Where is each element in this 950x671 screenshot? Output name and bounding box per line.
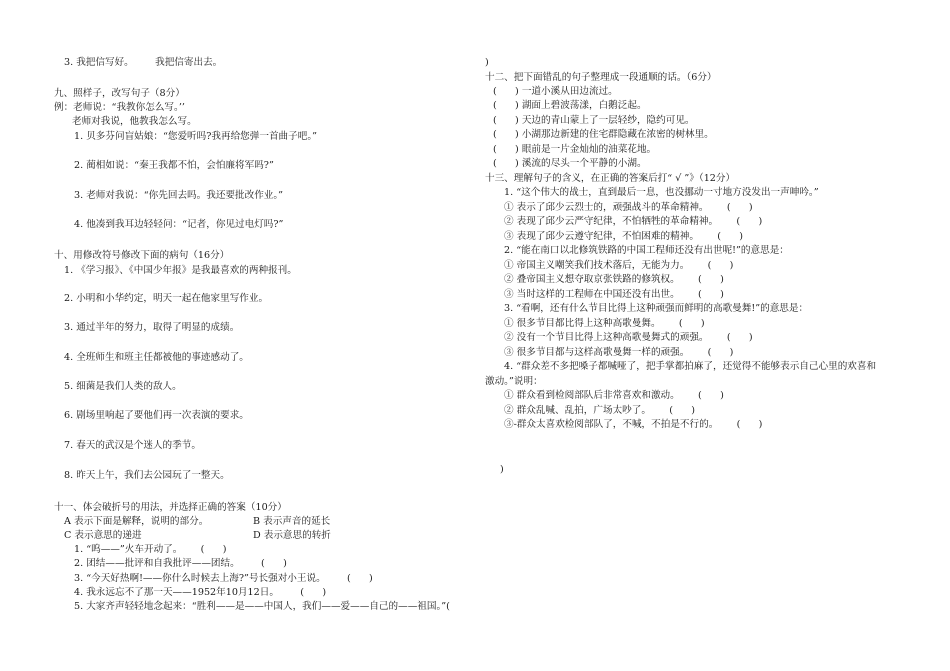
section-9-question-3: 3. 老师对我说：“你先回去吗。我还要批改作业。” [74,190,284,201]
section-12-sentence-6: ( ) 溪流的尽头一个平静的小湖。 [493,158,647,169]
section-12-sentence-3: ( ) 天边的青山蒙上了一层轻纱，隐约可见。 [493,115,695,126]
section-12-title: 十二、把下面错乱的句子整理成一段通顺的话。（6分） [485,72,717,83]
section-12-sentence-1: ( ) 一道小溪从田边流过。 [493,86,618,97]
item-3-line: 3. 我把信写好。 我把信寄出去。 [64,57,223,68]
section-10-question-7: 7. 春天的武汉是个迷人的季节。 [64,440,201,451]
closing-paren: ) [500,464,504,475]
section-13-question-1: 1. “这个伟大的战士，直到最后一息，也没挪动一寸地方没发出一声呻吟。” [504,187,819,198]
section-10-question-3: 3. 通过半年的努力，取得了明显的成绩。 [64,322,240,333]
section-11-option-a: A 表示下面是解释，说明的部分。 [64,516,209,527]
section-13-q4-option-1: ① 群众看到检阅部队后非常喜欢和激动。 ( ) [504,390,724,401]
section-10-title: 十、用修改符号修改下面的病句（16分） [54,250,230,261]
section-13-q1-option-1: ① 表示了邱少云烈士的，顽强战斗的革命精神。 ( ) [504,202,753,213]
section-13-q2-option-3: ③ 当时这样的工程师在中国还没有出世。 ( ) [504,289,724,300]
section-13-q3-option-3: ③ 很多节目都与这样高歌曼舞一样的顽强。 ( ) [504,347,734,358]
section-13-q3-option-2: ② 没有一个节目比得上这种高歌曼舞式的顽强。 ( ) [504,332,753,343]
section-13-q1-option-3: ③ 表现了邱少云遵守纪律，不怕困难的精神。 ( ) [504,231,744,242]
section-13-question-4: 4. “群众差不多把嗓子都喊哑了，把手掌都拍麻了，还觉得不能够表示自己心里的欢喜和 [504,361,877,372]
section-9-question-1: 1. 贝多芬问盲姑娘：“您爱听吗?我再给您弹一首曲子吧。” [74,131,318,142]
section-13-question-3: 3. “看啊，还有什么节目比得上这种顽强而鲜明的高歌曼舞!”的意思是： [504,303,809,314]
section-11-option-c: C 表示意思的递进 [64,530,142,541]
section-12-sentence-2: ( ) 湖面上碧波荡漾，白鹅泛起。 [493,100,647,111]
section-10-question-2: 2. 小明和小华约定，明天一起在他家里写作业。 [64,293,269,304]
continuation-paren: ) [485,57,489,68]
section-13-q4-option-2: ② 群众乱喊、乱拍，广场太吵了。 ( ) [504,405,696,416]
section-11-question-2: 2. 团结——批评和自我批评——团结。 ( ) [74,558,287,569]
section-9-example-answer: 老师对我说，他教我怎么写。 [72,116,197,127]
section-12-sentence-5: ( ) 眼前是一片金灿灿的油菜花地。 [493,144,657,155]
section-11-title: 十一、体会破折号的用法，并选择正确的答案（10分） [54,502,287,513]
section-11-question-4: 4. 我永远忘不了那一天——1952年10月12日。 ( ) [74,587,327,598]
section-13-question-2: 2. “能在南口以北修筑铁路的中国工程师还没有出世呢!”的意思是： [504,245,789,256]
section-13-title: 十三、理解句子的含义，在正确的答案后打“ √ ”》（12分） [485,173,736,184]
section-13-q2-option-1: ① 帝国主义嘲笑我们技术落后，无能为力。 ( ) [504,260,734,271]
section-13-q1-option-2: ② 表现了邱少云严守纪律，不怕牺牲的革命精神。 ( ) [504,216,763,227]
section-11-option-b: B 表示声音的延长 [253,516,331,527]
section-9-question-4: 4. 他凑到我耳边轻轻问：“记者，你见过电灯吗?” [74,219,284,230]
section-11-question-5: 5. 大家齐声轻轻地念起来：“胜利——是——中国人，我们——爱——自己的——祖国。”( [74,601,450,612]
section-13-question-4-cont: 激动。”说明： [485,376,543,387]
section-9-example: 例：老师说：“我教你怎么写。’’ [54,102,185,113]
section-10-question-8: 8. 昨天上午，我们去公园玩了一整天。 [64,470,230,481]
section-13-q3-option-1: ① 很多节目都比得上这种高歌曼舞。 ( ) [504,318,705,329]
section-13-q2-option-2: ② 叠帝国主义想夺取京张铁路的修筑权。 ( ) [504,274,724,285]
section-11-question-3: 3. “今天好热啊!——你什么时候去上海?”号长强对小王说。 ( ) [74,573,373,584]
section-11-question-1: 1. “呜——”火车开动了。 ( ) [74,544,227,555]
section-10-question-1: 1. 《学习报》、《中国少年报》是我最喜欢的两种报刊。 [64,265,297,276]
section-12-sentence-4: ( ) 小湖那边新建的住宅群隐藏在浓密的树林里。 [493,129,714,140]
section-9-title: 九、照样子，改写句子（8分） [54,88,185,99]
section-10-question-6: 6. 剧场里响起了要他们再一次表演的要求。 [64,410,249,421]
section-11-option-d: D 表示意思的转折 [253,530,331,541]
section-10-question-4: 4. 全班师生和班主任都被他的事迹感动了。 [64,352,249,363]
section-10-question-5: 5. 细菌是我们人类的敌人。 [64,381,182,392]
section-9-question-2: 2. 蔺相如说：“秦王我都不怕，会怕廉将军吗?” [74,160,274,171]
section-13-q4-option-3: ③-群众太喜欢检阅部队了，不喊，不拍是不行的。 ( ) [504,419,763,430]
